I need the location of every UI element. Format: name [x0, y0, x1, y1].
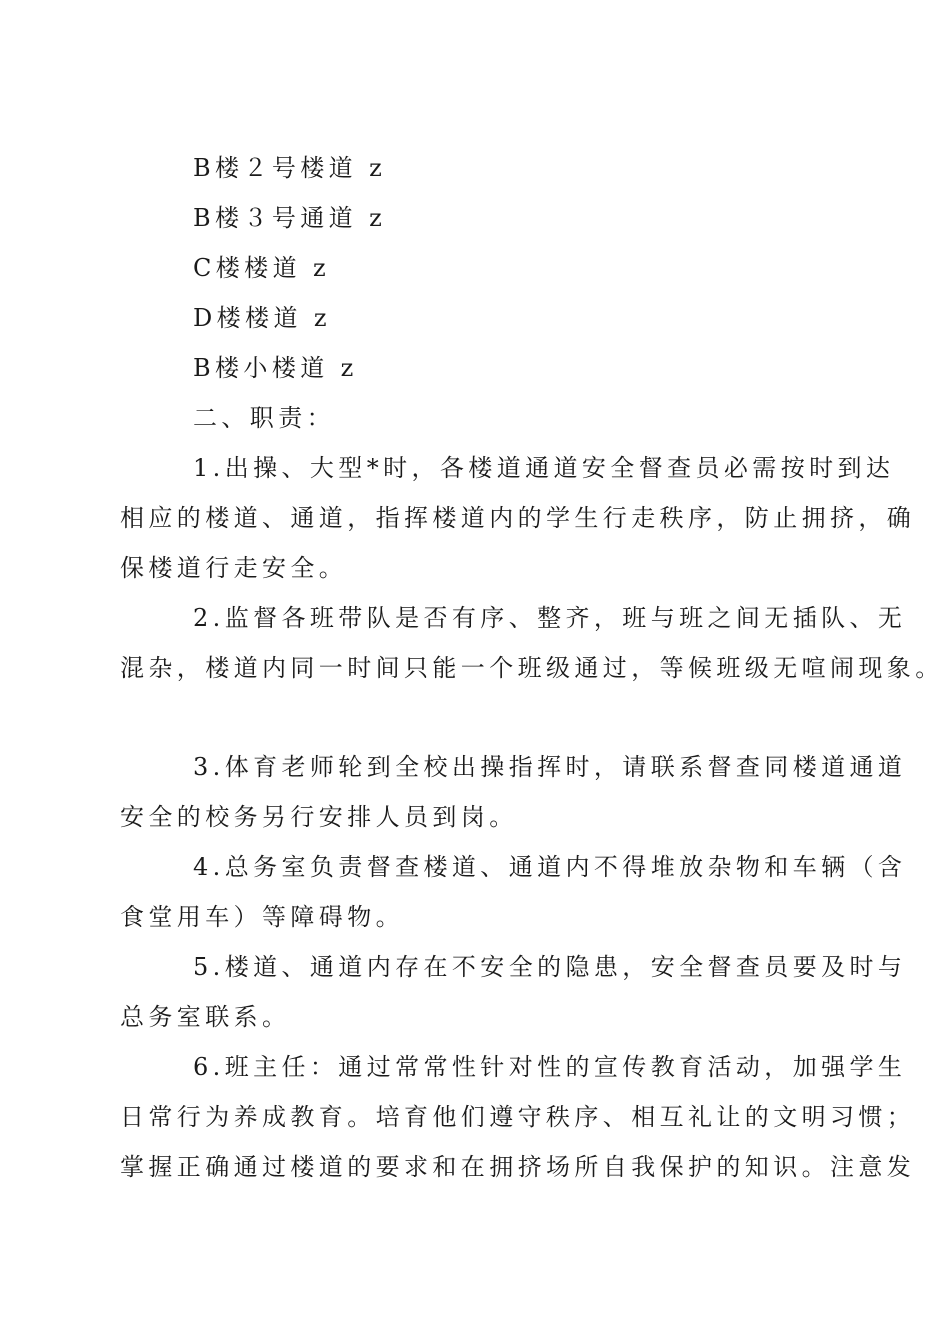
section-heading: 二、职责：	[193, 404, 335, 432]
paragraph-line: 相应的楼道、通道，指挥楼道内的学生行走秩序，防止拥挤，确	[120, 504, 916, 532]
location-item: C楼楼道 z	[193, 254, 331, 282]
paragraph-line: 总务室联系。	[120, 1003, 291, 1031]
location-item: B楼小楼道 z	[193, 354, 358, 382]
paragraph-line: 保楼道行走安全。	[120, 554, 348, 582]
paragraph-line: 5.楼道、通道内存在不安全的隐患，安全督查员要及时与	[193, 953, 907, 981]
paragraph-line: 安全的校务另行安排人员到岗。	[120, 803, 518, 831]
paragraph-line: 混杂，楼道内同一时间只能一个班级通过，等候班级无喧闹现象。	[120, 654, 944, 682]
paragraph-line: 掌握正确通过楼道的要求和在拥挤场所自我保护的知识。注意发	[120, 1153, 916, 1181]
paragraph-line: 食堂用车）等障碍物。	[120, 903, 404, 931]
location-item: B楼２号楼道 z	[193, 154, 387, 182]
paragraph-line: 1.出操、大型*时，各楼道通道安全督查员必需按时到达	[193, 454, 895, 482]
location-item: D楼楼道 z	[193, 304, 331, 332]
paragraph-line: 6.班主任：通过常常性针对性的宣传教育活动，加强学生	[193, 1053, 907, 1081]
paragraph-line: 3.体育老师轮到全校出操指挥时，请联系督查同楼道通道	[193, 753, 907, 781]
paragraph-line: 日常行为养成教育。培育他们遵守秩序、相互礼让的文明习惯；	[120, 1103, 916, 1131]
paragraph-line: 4.总务室负责督查楼道、通道内不得堆放杂物和车辆（含	[193, 853, 907, 881]
paragraph-line: 2.监督各班带队是否有序、整齐，班与班之间无插队、无	[193, 604, 907, 632]
location-item: B楼３号通道 z	[193, 204, 387, 232]
